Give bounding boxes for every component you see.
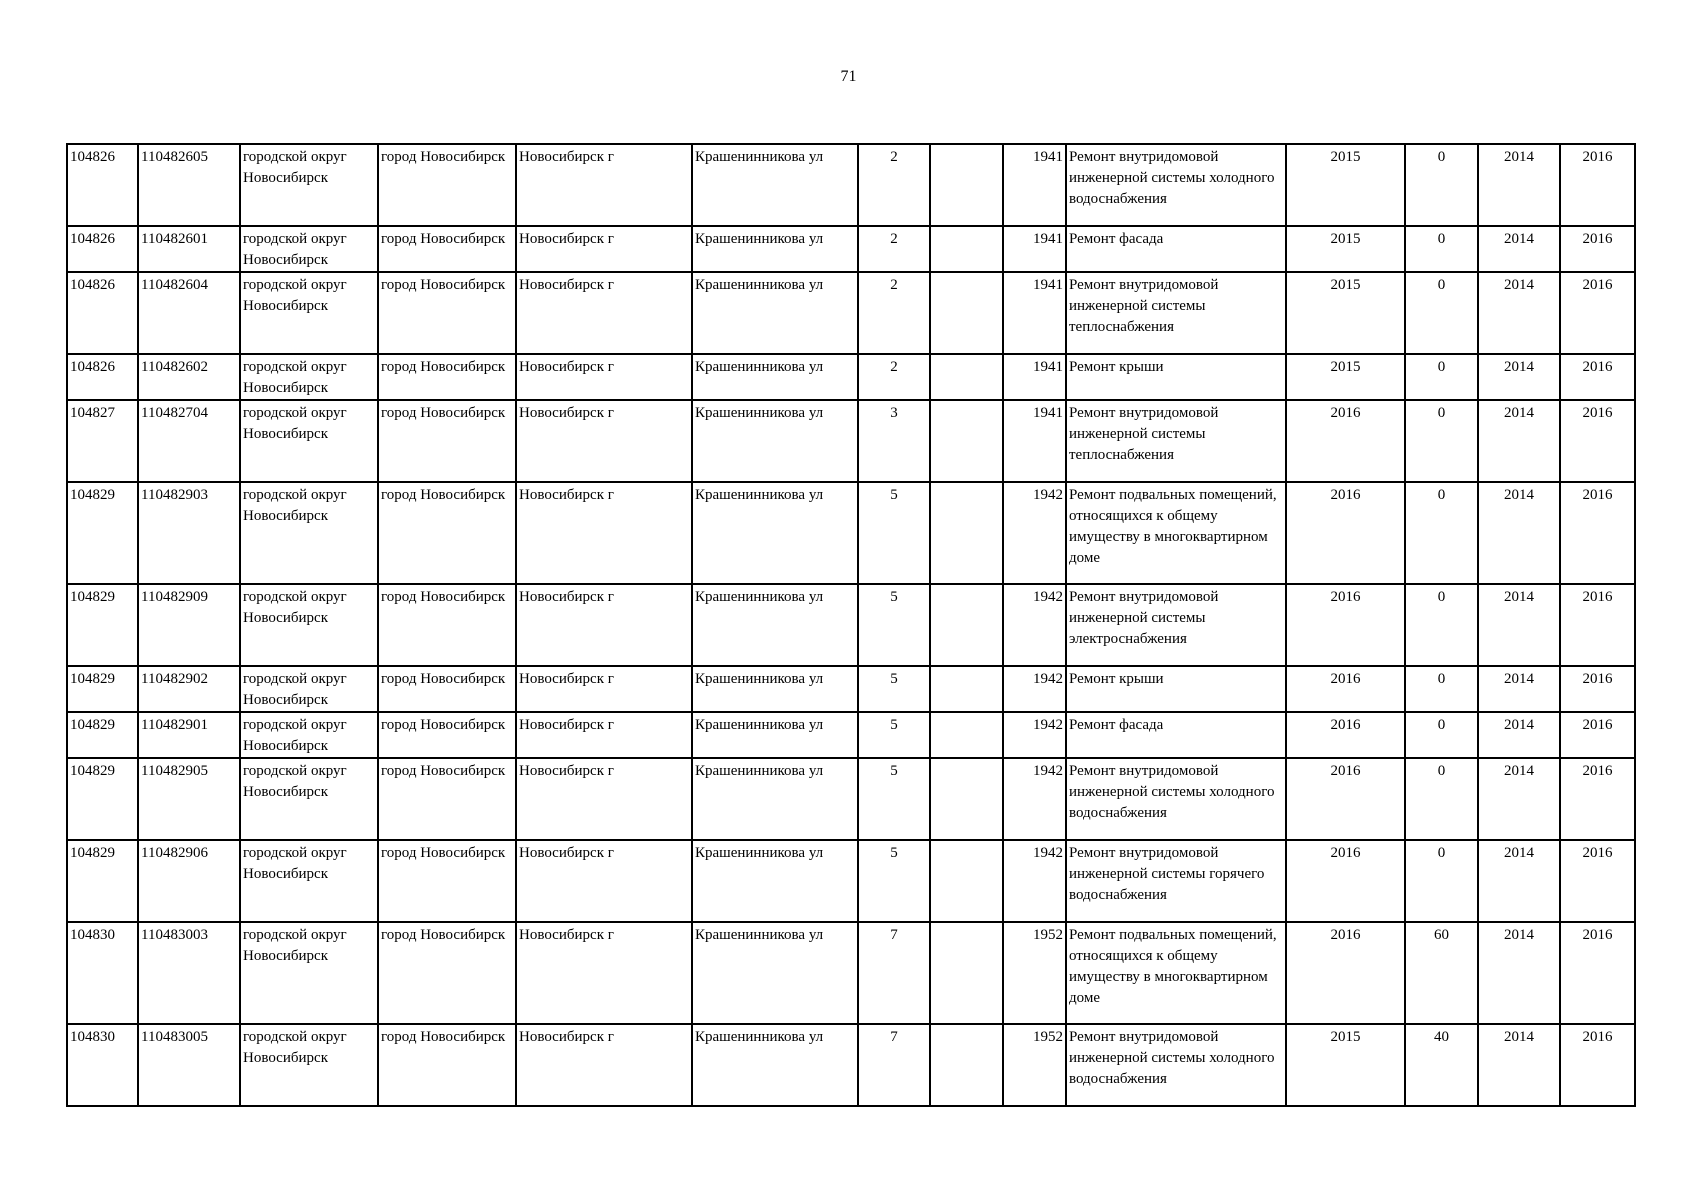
cell-house-id: 104830 xyxy=(67,922,138,1024)
cell-build-year: 1942 xyxy=(1003,584,1066,666)
cell-wear-percent: 40 xyxy=(1405,1024,1478,1106)
cell-wear-percent: 0 xyxy=(1405,712,1478,758)
cell-street: Крашенинникова ул xyxy=(692,1024,858,1106)
cell-house-id: 104829 xyxy=(67,482,138,584)
cell-house-number: 5 xyxy=(858,840,930,922)
cell-build-year: 1941 xyxy=(1003,226,1066,272)
cell-period-start: 2014 xyxy=(1478,400,1560,482)
cell-house-number: 5 xyxy=(858,758,930,840)
cell-build-year: 1952 xyxy=(1003,1024,1066,1106)
cell-locality: Новосибирск г xyxy=(516,272,692,354)
cell-building xyxy=(930,226,1003,272)
cell-wear-percent: 60 xyxy=(1405,922,1478,1024)
cell-settlement: город Новосибирск xyxy=(378,144,516,226)
cell-work-code: 110482905 xyxy=(138,758,240,840)
cell-municipal-district: городской округ Новосибирск xyxy=(240,584,378,666)
cell-settlement: город Новосибирск xyxy=(378,922,516,1024)
cell-street: Крашенинникова ул xyxy=(692,922,858,1024)
table-row xyxy=(67,758,1635,840)
cell-build-year: 1941 xyxy=(1003,272,1066,354)
table-row xyxy=(67,272,1635,354)
cell-municipal-district: городской округ Новосибирск xyxy=(240,144,378,226)
cell-wear-percent: 0 xyxy=(1405,272,1478,354)
cell-plan-year: 2015 xyxy=(1286,1024,1405,1106)
cell-house-number: 3 xyxy=(858,400,930,482)
cell-municipal-district: городской округ Новосибирск xyxy=(240,354,378,400)
cell-build-year: 1942 xyxy=(1003,482,1066,584)
cell-municipal-district: городской округ Новосибирск xyxy=(240,758,378,840)
cell-work-type: Ремонт внутридомовой инженерной системы электроснабжения xyxy=(1066,584,1286,666)
table-row xyxy=(67,1024,1635,1106)
cell-locality: Новосибирск г xyxy=(516,666,692,712)
cell-settlement: город Новосибирск xyxy=(378,758,516,840)
cell-locality: Новосибирск г xyxy=(516,922,692,1024)
cell-house-number: 2 xyxy=(858,226,930,272)
cell-settlement: город Новосибирск xyxy=(378,1024,516,1106)
table-row xyxy=(67,482,1635,584)
cell-locality: Новосибирск г xyxy=(516,584,692,666)
cell-period-start: 2014 xyxy=(1478,144,1560,226)
cell-plan-year: 2015 xyxy=(1286,226,1405,272)
cell-build-year: 1942 xyxy=(1003,840,1066,922)
cell-locality: Новосибирск г xyxy=(516,354,692,400)
cell-period-end: 2016 xyxy=(1560,400,1635,482)
cell-period-start: 2014 xyxy=(1478,354,1560,400)
cell-settlement: город Новосибирск xyxy=(378,400,516,482)
cell-work-type: Ремонт внутридомовой инженерной системы теплоснабжения xyxy=(1066,400,1286,482)
cell-work-type: Ремонт подвальных помещений, относящихся к общему имуществу в многоквартирном доме xyxy=(1066,922,1286,1024)
cell-house-number: 2 xyxy=(858,354,930,400)
cell-work-type: Ремонт внутридомовой инженерной системы теплоснабжения xyxy=(1066,272,1286,354)
cell-work-type: Ремонт фасада xyxy=(1066,226,1286,272)
cell-build-year: 1942 xyxy=(1003,712,1066,758)
page-number: 71 xyxy=(840,68,857,85)
cell-street: Крашенинникова ул xyxy=(692,758,858,840)
cell-settlement: город Новосибирск xyxy=(378,666,516,712)
cell-period-start: 2014 xyxy=(1478,712,1560,758)
cell-period-end: 2016 xyxy=(1560,666,1635,712)
cell-period-end: 2016 xyxy=(1560,758,1635,840)
cell-wear-percent: 0 xyxy=(1405,840,1478,922)
cell-period-start: 2014 xyxy=(1478,666,1560,712)
cell-plan-year: 2016 xyxy=(1286,482,1405,584)
cell-building xyxy=(930,354,1003,400)
table-row xyxy=(67,144,1635,226)
cell-house-id: 104829 xyxy=(67,712,138,758)
cell-locality: Новосибирск г xyxy=(516,1024,692,1106)
cell-work-code: 110483003 xyxy=(138,922,240,1024)
cell-building xyxy=(930,666,1003,712)
cell-plan-year: 2015 xyxy=(1286,144,1405,226)
cell-period-end: 2016 xyxy=(1560,922,1635,1024)
cell-street: Крашенинникова ул xyxy=(692,354,858,400)
cell-plan-year: 2016 xyxy=(1286,840,1405,922)
cell-period-end: 2016 xyxy=(1560,840,1635,922)
cell-wear-percent: 0 xyxy=(1405,666,1478,712)
cell-house-number: 2 xyxy=(858,272,930,354)
cell-period-end: 2016 xyxy=(1560,226,1635,272)
cell-street: Крашенинникова ул xyxy=(692,840,858,922)
cell-work-code: 110482903 xyxy=(138,482,240,584)
cell-house-id: 104826 xyxy=(67,272,138,354)
table-row xyxy=(67,666,1635,712)
table-row xyxy=(67,922,1635,1024)
cell-house-id: 104826 xyxy=(67,354,138,400)
cell-locality: Новосибирск г xyxy=(516,482,692,584)
cell-work-type: Ремонт внутридомовой инженерной системы холодного водоснабжения xyxy=(1066,758,1286,840)
cell-period-start: 2014 xyxy=(1478,1024,1560,1106)
table-row xyxy=(67,584,1635,666)
cell-plan-year: 2016 xyxy=(1286,584,1405,666)
cell-house-id: 104829 xyxy=(67,758,138,840)
cell-house-number: 5 xyxy=(858,482,930,584)
cell-period-end: 2016 xyxy=(1560,712,1635,758)
cell-building xyxy=(930,584,1003,666)
cell-work-code: 110482909 xyxy=(138,584,240,666)
cell-build-year: 1941 xyxy=(1003,400,1066,482)
cell-wear-percent: 0 xyxy=(1405,400,1478,482)
cell-municipal-district: городской округ Новосибирск xyxy=(240,840,378,922)
cell-work-code: 110482605 xyxy=(138,144,240,226)
cell-work-type: Ремонт крыши xyxy=(1066,354,1286,400)
cell-work-code: 110483005 xyxy=(138,1024,240,1106)
cell-period-end: 2016 xyxy=(1560,584,1635,666)
cell-settlement: город Новосибирск xyxy=(378,584,516,666)
cell-work-code: 110482602 xyxy=(138,354,240,400)
cell-house-number: 7 xyxy=(858,1024,930,1106)
cell-period-end: 2016 xyxy=(1560,272,1635,354)
cell-period-start: 2014 xyxy=(1478,922,1560,1024)
cell-house-id: 104827 xyxy=(67,400,138,482)
cell-street: Крашенинникова ул xyxy=(692,272,858,354)
cell-wear-percent: 0 xyxy=(1405,482,1478,584)
cell-locality: Новосибирск г xyxy=(516,840,692,922)
cell-work-code: 110482902 xyxy=(138,666,240,712)
cell-building xyxy=(930,482,1003,584)
cell-plan-year: 2016 xyxy=(1286,758,1405,840)
cell-locality: Новосибирск г xyxy=(516,712,692,758)
cell-municipal-district: городской округ Новосибирск xyxy=(240,226,378,272)
cell-work-code: 110482601 xyxy=(138,226,240,272)
cell-street: Крашенинникова ул xyxy=(692,712,858,758)
table-body xyxy=(67,144,1635,1106)
cell-municipal-district: городской округ Новосибирск xyxy=(240,272,378,354)
cell-build-year: 1941 xyxy=(1003,354,1066,400)
cell-plan-year: 2015 xyxy=(1286,272,1405,354)
cell-street: Крашенинникова ул xyxy=(692,482,858,584)
cell-plan-year: 2015 xyxy=(1286,354,1405,400)
cell-municipal-district: городской округ Новосибирск xyxy=(240,666,378,712)
cell-street: Крашенинникова ул xyxy=(692,666,858,712)
cell-house-id: 104830 xyxy=(67,1024,138,1106)
cell-locality: Новосибирск г xyxy=(516,144,692,226)
cell-municipal-district: городской округ Новосибирск xyxy=(240,482,378,584)
cell-work-type: Ремонт крыши xyxy=(1066,666,1286,712)
cell-building xyxy=(930,1024,1003,1106)
cell-work-code: 110482901 xyxy=(138,712,240,758)
cell-work-type: Ремонт фасада xyxy=(1066,712,1286,758)
cell-municipal-district: городской округ Новосибирск xyxy=(240,922,378,1024)
table-row xyxy=(67,840,1635,922)
cell-municipal-district: городской округ Новосибирск xyxy=(240,400,378,482)
cell-period-start: 2014 xyxy=(1478,482,1560,584)
cell-build-year: 1941 xyxy=(1003,144,1066,226)
cell-plan-year: 2016 xyxy=(1286,400,1405,482)
cell-work-code: 110482906 xyxy=(138,840,240,922)
cell-plan-year: 2016 xyxy=(1286,922,1405,1024)
cell-wear-percent: 0 xyxy=(1405,226,1478,272)
cell-house-number: 5 xyxy=(858,666,930,712)
cell-wear-percent: 0 xyxy=(1405,354,1478,400)
cell-wear-percent: 0 xyxy=(1405,144,1478,226)
cell-work-code: 110482704 xyxy=(138,400,240,482)
cell-period-start: 2014 xyxy=(1478,758,1560,840)
cell-period-end: 2016 xyxy=(1560,354,1635,400)
cell-building xyxy=(930,144,1003,226)
cell-house-id: 104829 xyxy=(67,666,138,712)
repair-table xyxy=(66,143,1636,1107)
cell-settlement: город Новосибирск xyxy=(378,840,516,922)
cell-building xyxy=(930,922,1003,1024)
cell-build-year: 1952 xyxy=(1003,922,1066,1024)
cell-house-number: 7 xyxy=(858,922,930,1024)
cell-house-number: 2 xyxy=(858,144,930,226)
cell-house-number: 5 xyxy=(858,584,930,666)
cell-street: Крашенинникова ул xyxy=(692,584,858,666)
cell-municipal-district: городской округ Новосибирск xyxy=(240,1024,378,1106)
cell-settlement: город Новосибирск xyxy=(378,272,516,354)
cell-locality: Новосибирск г xyxy=(516,226,692,272)
cell-locality: Новосибирск г xyxy=(516,400,692,482)
cell-street: Крашенинникова ул xyxy=(692,400,858,482)
cell-building xyxy=(930,400,1003,482)
cell-period-end: 2016 xyxy=(1560,1024,1635,1106)
cell-settlement: город Новосибирск xyxy=(378,712,516,758)
cell-period-start: 2014 xyxy=(1478,584,1560,666)
cell-period-start: 2014 xyxy=(1478,840,1560,922)
cell-build-year: 1942 xyxy=(1003,666,1066,712)
cell-street: Крашенинникова ул xyxy=(692,226,858,272)
cell-work-type: Ремонт внутридомовой инженерной системы холодного водоснабжения xyxy=(1066,1024,1286,1106)
cell-house-id: 104829 xyxy=(67,840,138,922)
cell-plan-year: 2016 xyxy=(1286,712,1405,758)
cell-building xyxy=(930,272,1003,354)
cell-street: Крашенинникова ул xyxy=(692,144,858,226)
cell-work-code: 110482604 xyxy=(138,272,240,354)
cell-settlement: город Новосибирск xyxy=(378,354,516,400)
cell-wear-percent: 0 xyxy=(1405,584,1478,666)
cell-period-start: 2014 xyxy=(1478,272,1560,354)
table-row xyxy=(67,400,1635,482)
cell-municipal-district: городской округ Новосибирск xyxy=(240,712,378,758)
cell-work-type: Ремонт подвальных помещений, относящихся к общему имуществу в многоквартирном доме xyxy=(1066,482,1286,584)
cell-work-type: Ремонт внутридомовой инженерной системы горячего водоснабжения xyxy=(1066,840,1286,922)
cell-house-number: 5 xyxy=(858,712,930,758)
cell-wear-percent: 0 xyxy=(1405,758,1478,840)
cell-building xyxy=(930,840,1003,922)
table-row xyxy=(67,354,1635,400)
cell-period-end: 2016 xyxy=(1560,144,1635,226)
cell-period-start: 2014 xyxy=(1478,226,1560,272)
cell-settlement: город Новосибирск xyxy=(378,482,516,584)
cell-house-id: 104826 xyxy=(67,226,138,272)
cell-locality: Новосибирск г xyxy=(516,758,692,840)
table-row xyxy=(67,226,1635,272)
cell-build-year: 1942 xyxy=(1003,758,1066,840)
cell-period-end: 2016 xyxy=(1560,482,1635,584)
cell-building xyxy=(930,712,1003,758)
cell-settlement: город Новосибирск xyxy=(378,226,516,272)
cell-house-id: 104829 xyxy=(67,584,138,666)
cell-building xyxy=(930,758,1003,840)
cell-plan-year: 2016 xyxy=(1286,666,1405,712)
cell-house-id: 104826 xyxy=(67,144,138,226)
cell-work-type: Ремонт внутридомовой инженерной системы холодного водоснабжения xyxy=(1066,144,1286,226)
table-row xyxy=(67,712,1635,758)
